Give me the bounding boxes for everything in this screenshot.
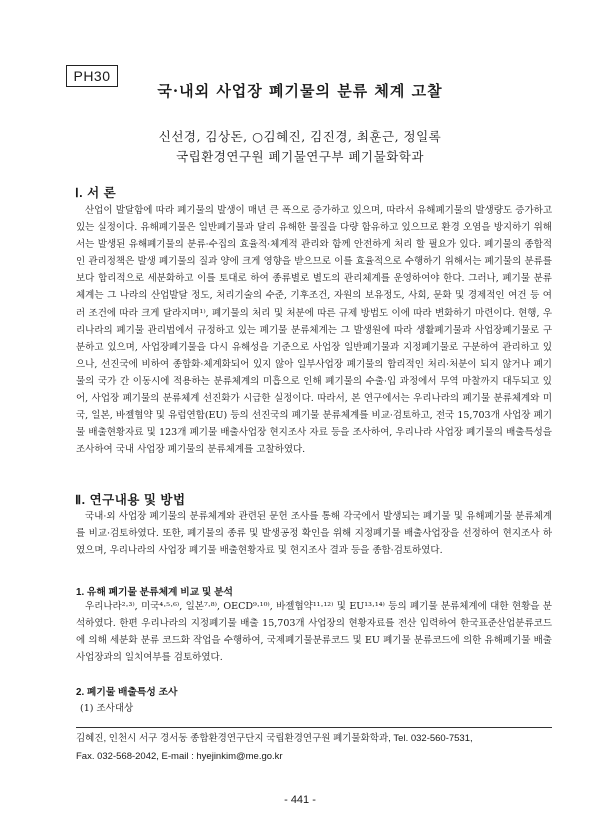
footnote-divider	[76, 727, 552, 728]
page-number: - 441 -	[284, 794, 316, 806]
subsection-heading-classification: 1. 유해 폐기물 분류체계 비교 및 분석	[76, 587, 233, 598]
author-list: 신선경, 김상돈, ○김혜진, 김진경, 최훈근, 정일록	[158, 129, 442, 144]
affiliation: 국립환경연구원 폐기물연구부 폐기물화학과	[176, 149, 424, 164]
paper-title: 국·내외 사업장 폐기물의 분류 체계 고찰	[157, 82, 443, 100]
footnote-line-1: 김혜진, 인천시 서구 경서동 종합환경연구단지 국립환경연구원 폐기물화학과, Tel. 032-560-7531,	[76, 733, 473, 744]
paper-code-box: PH30	[66, 65, 118, 87]
introduction-paragraph: 산업이 발달함에 따라 폐기물의 발생이 매년 큰 폭으로 증가하고 있으며, 따라서 유해폐기물의 발생량도 증가하고 있는 실정이다. 유해폐기물은 일반폐기물과 달리 유해한 물질을 다량 함유하고 있으므로 환경 오염을 방지하기 위해서는 발생된 유해폐기물의 분류·수집의 효율적·체계적 관리와 함께 안전하게 처리 할 필요가 있다. 폐기물의 종합적인 관리정책은 발생 폐기물의 질과 양에 크게 영향을 받으므로 이를 효율적으로 수행하기 위해서는 폐기물의 분류를 보다 합리적으로 세분화하고 이를 토대로 하여 종류별로 별도의 관리체계를 운영하여야 한다. 그러나, 폐기물 분류체계는 그 나라의 산업발달 정도, 처리기술의 수준, 기후조건, 자원의 보유정도, 사회, 문화 및 경제적인 여건 등 여러 조건에 따라 크게 달라지며¹⁾, 폐기물의 처리 및 처분에 따른 규제 방법도 이에 따라 변화하기 마련이다. 현행, 우리나라의 폐기물 관리법에서 규정하고 있는 폐기물 분류체계는 그 발생원에 따라 생활폐기물과 사업장폐기물로 구분하고 있으며, 사업장폐기물을 다시 유해성을 기준으로 사업장 일반폐기물과 지정폐기물로 구분하여 관리하고 있으나, 선진국에 비하여 종합화·체계화되어 있지 않아 일부사업장 폐기물의 합리적인 처리·처분이 되지 않거나 폐기물의 국가 간 이동시에 적용하는 분류체계의 미흡으로 인해 폐기물의 수출·입 과정에서 무역 마찰까지 대두되고 있어, 사업장 폐기물의 분류체계 선진화가 시급한 실정이다. 따라서, 본 연구에서는 우리나라의 폐기물 분류체계와 미국, 일본, 바젤협약 및 유럽연합(EU) 등의 선진국의 폐기물 분류체계를 비교·검토하고, 전국 15,703개 사업장 폐기물 배출현황자료 및 123개 폐기물 배출사업장 현지조사 자료 등을 조사하여, 우리나라 사업장 폐기물의 배출특성을 조사하여 국내 사업장 폐기물의 분류체계를 고찰하였다.	[76, 205, 552, 456]
footnote-line-2: Fax. 032-568-2042, E-mail : hyejinkim@me.go.kr	[76, 751, 283, 762]
methods-paragraph: 국내·외 사업장 폐기물의 분류체계와 관련된 문헌 조사를 통해 각국에서 발생되는 폐기물 및 유해폐기물 분류체계를 비교·검토하였다. 또한, 폐기물의 종류 및 발생공정 확인을 위해 지정폐기물 배출사업장을 선정하여 현지조사 하였으며, 우리나라의 사업장 폐기물 배출현황자료 및 현지조사 결과 등을 종합·검토하였다.	[76, 511, 552, 557]
section-heading-introduction: Ⅰ. 서 론	[75, 186, 117, 200]
classification-paragraph: 우리나라²·³⁾, 미국⁴·⁵·⁶⁾, 일본⁷·⁸⁾, OECD⁹·¹⁰⁾, 바젤협약¹¹·¹²⁾ 및 EU¹³·¹⁴⁾ 등의 폐기물 분류체계에 대한 현황을 분석하였다. 한편 우리나라의 지정폐기물 배출 15,703개 사업장의 현황자료를 전산 입력하여 한국표준산업분류코드에 의해 세분화 분류 코드화 작업을 수행하여, 국제폐기물분류코드 및 EU 폐기물 분류코드에 의한 유해폐기물 배출사업장과의 일치여부를 검토하였다.	[76, 601, 552, 664]
subsection-heading-emission: 2. 폐기물 배출특성 조사	[76, 687, 178, 698]
section-heading-methods: Ⅱ. 연구내용 및 방법	[75, 493, 186, 507]
subsection-item: (1) 조사대상	[80, 703, 134, 714]
